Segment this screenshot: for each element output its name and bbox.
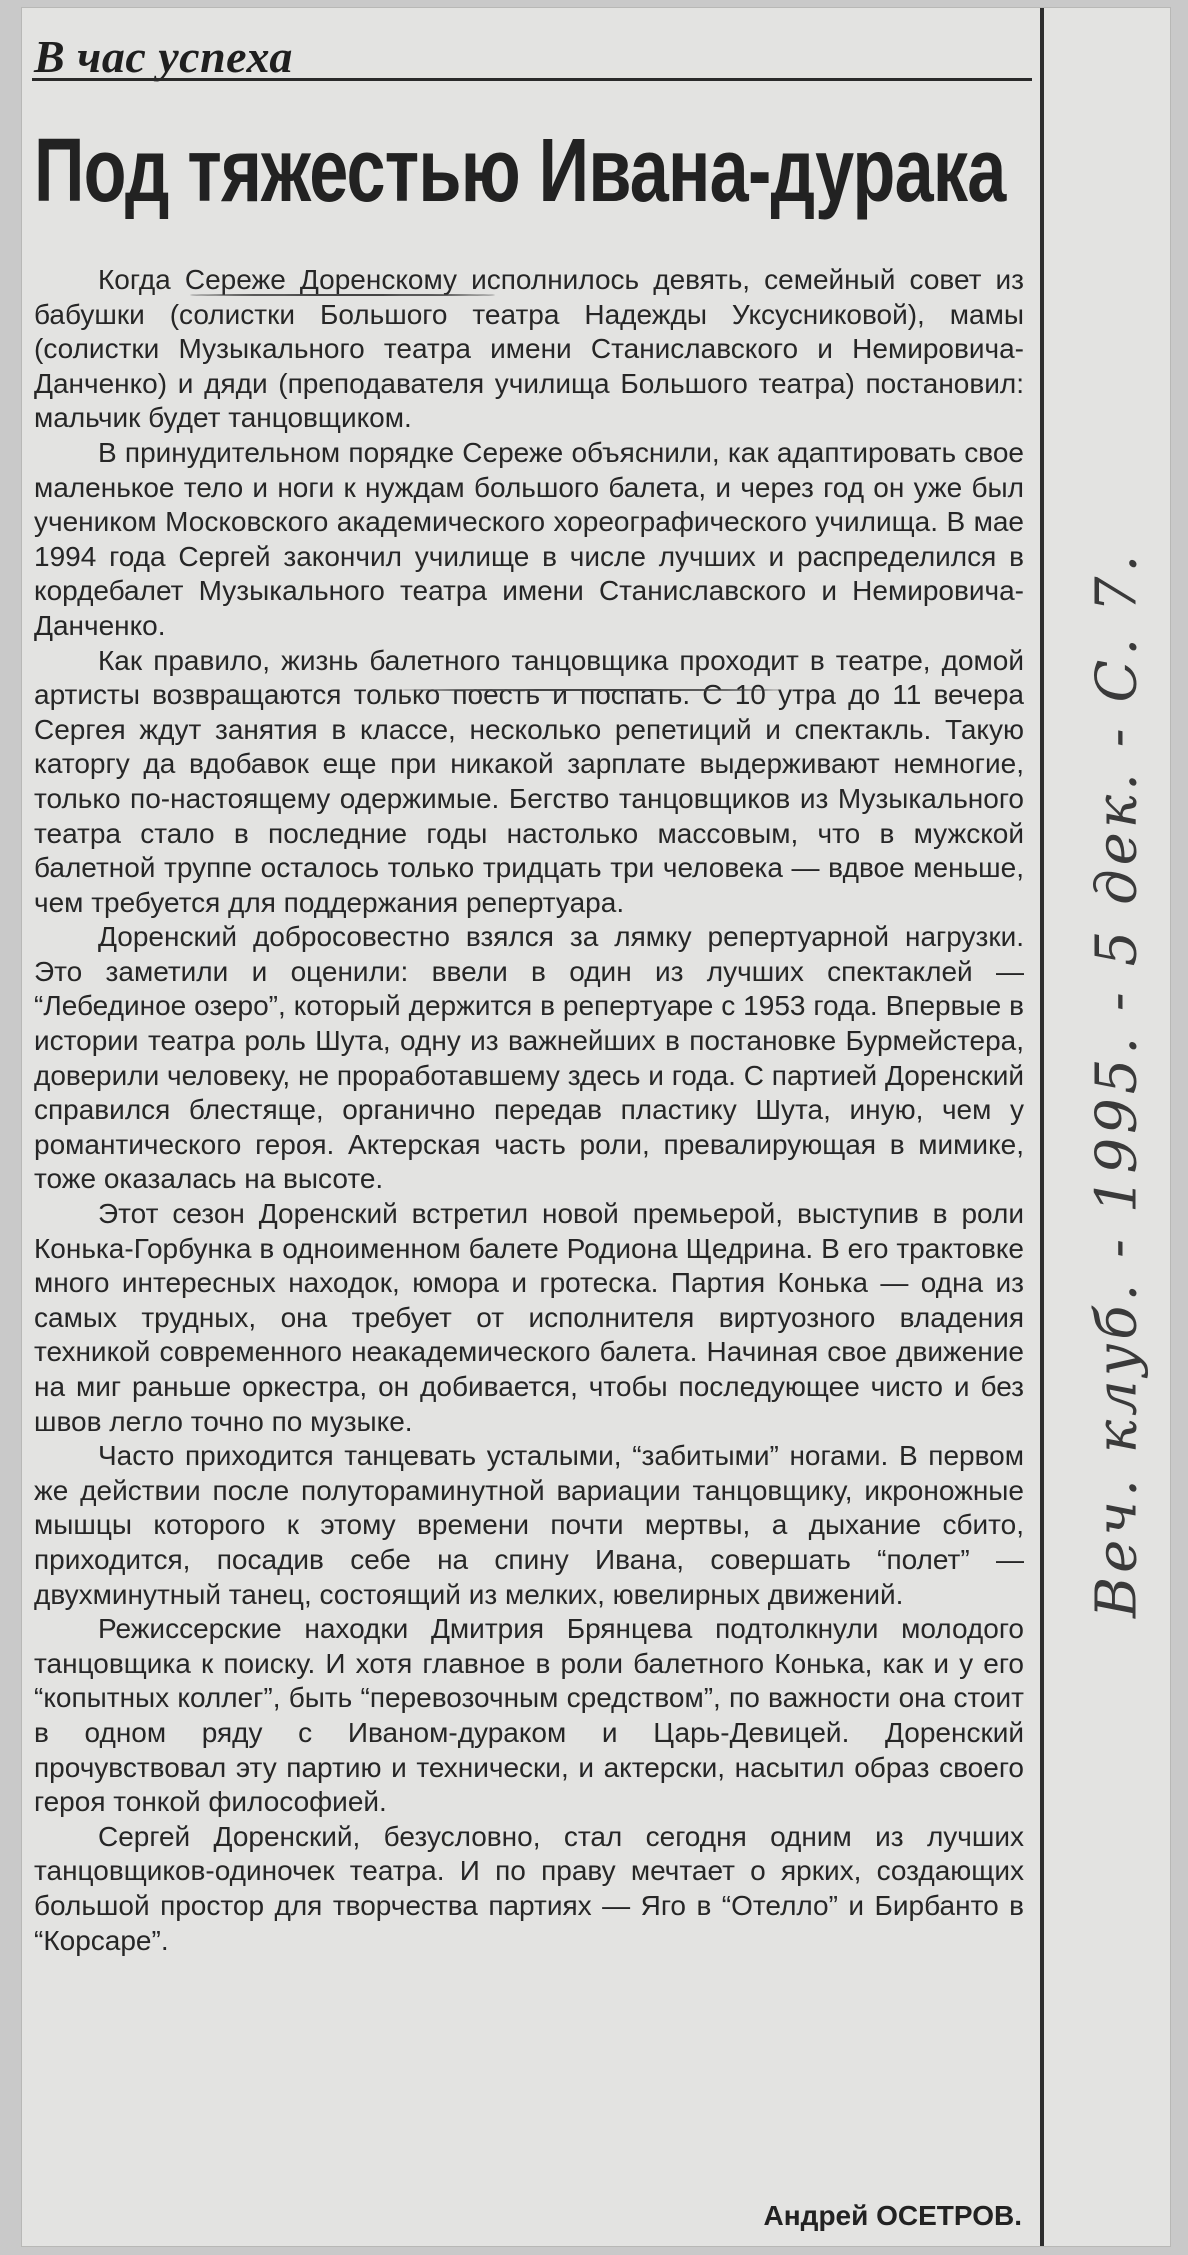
article-paragraph-1: Когда Сереже Доренскому исполнилось девять, семейный совет из бабушки (солистки Большого театра Надежды Уксусниковой), мамы (солистки Музыкального театра имени Станиславского и Немировича-Данченко) и дяди (преподавателя училища Большого театра) постановил: мальчик будет танцовщиком. bbox=[34, 264, 1024, 434]
article-paragraph-2: В принудительном порядке Сереже объяснили, как адаптировать свое маленькое тело и ноги к нуждам большого балета, и через год он уже был учеником Московского академического хореографического училища. В мае 1994 года Сергей закончил училище в числе лучших и распределился в кордебалет Музыкального театра имени Станиславского и Немировича-Данченко. bbox=[34, 436, 1024, 641]
article-paragraph-6: Часто приходится танцевать усталыми, “забитыми” ногами. В первом же действии после полутораминутной вариации танцовщику, икроножные мышцы которого к этому времени почти мертвы, а дыхание сбито, приходится, посадив себе на спину Ивана, совершать “полет” — двухминутный танец, состоящий из мелких, ювелирных движений. bbox=[34, 1440, 1024, 1610]
article-headline: Под тяжестью Ивана-дурака bbox=[34, 121, 1006, 221]
article-paragraph-4: Доренский добросовестно взялся за лямку репертуарной нагрузки. Это заметили и оценили: ввели в один из лучших спектаклей — “Лебединое озеро”, который держится в репертуаре с 1953 года. Впервые в истории театра роль Шута, одну из важнейших в постановке Бурмейстера, доверили человеку, не проработавшему здесь и года. С партией Доренский справился блестяще, органично передав пластику Шута, иную, чем у романтического героя. Актерская часть роли, превалирующая в мимике, тоже оказалась на высоте. bbox=[34, 921, 1024, 1195]
rubric-rule bbox=[32, 78, 1032, 81]
article-paragraph-7: Режиссерские находки Дмитрия Брянцева подтолкнули молодого танцовщика к поиску. И хотя главное в роли балетного Конька, как и у его “копытных коллег”, быть “перевозочным средством”, по важности она стоит в одном ряду с Иваном-дураком и Царь-Девицей. Доренский прочувствовал эту партию и технически, и актерски, насытил образ своего героя тонкой философией. bbox=[34, 1613, 1024, 1818]
article-body bbox=[34, 263, 1024, 1958]
column-rule bbox=[1040, 8, 1044, 2246]
handwritten-source-note: Веч. клуб. - 1995. - 5 дек. - С. 7. bbox=[1084, 550, 1150, 1618]
article-paragraph-5: Этот сезон Доренский встретил новой премьерой, выступив в роли Конька-Горбунка в одноименном балете Родиона Щедрина. В его трактовке много интересных находок, юмора и гротеска. Партия Конька — одна из самых трудных, она требует от исполнителя виртуозного владения техникой современного неакадемического балета. Начиная свое движение на миг раньше оркестра, он добивается, чтобы последующее чисто и без швов легло точно по музыке. bbox=[34, 1198, 1024, 1437]
article-paragraph-8: Сергей Доренский, безусловно, стал сегодня одним из лучших танцовщиков-одиночек театра. И по праву мечтает о ярких, создающих большой простор для творчества партиях — Яго в “Отелло” и Бирбанто в “Корсаре”. bbox=[34, 1820, 1024, 1956]
rubric-title: В час успеха bbox=[34, 31, 293, 82]
article-paragraph-3: Как правило, жизнь балетного танцовщика проходит в театре, домой артисты возвращаются только поесть и поспать. С 10 утра до 11 вечера Сергея ждут занятия в классе, несколько репетиций и спектакль. Такую каторгу да вдобавок еще при никакой зарплате выдерживают немногие, только по-настоящему одержимые. Бегство танцовщиков из Музыкального театра стало в последние годы настолько массовым, что в мужской балетной труппе осталось только тридцать три человека — вдвое меньше, чем требуется для поддержания репертуара. bbox=[34, 644, 1024, 918]
pen-underline-name bbox=[190, 294, 495, 296]
newspaper-clipping bbox=[22, 8, 1170, 2246]
author-signature: Андрей ОСЕТРОВ. bbox=[763, 2200, 1022, 2231]
pen-underline-dancer bbox=[402, 689, 782, 691]
